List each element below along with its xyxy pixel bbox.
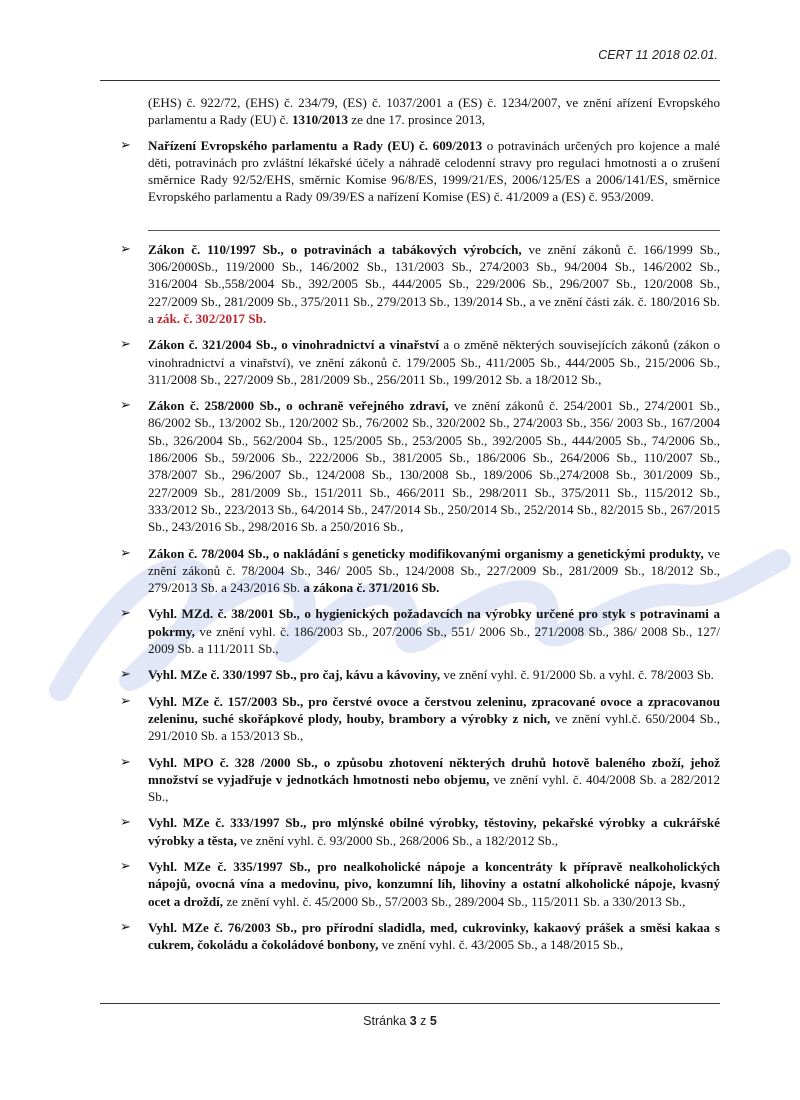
- page-footer: [0, 1014, 800, 1028]
- arrow-bullet-icon: ➢: [120, 667, 131, 683]
- entry-text: ve znění vyhl. č. 186/2003 Sb., 207/2006 Sb., 551/ 2006 Sb., 271/2008 Sb., 386/ 2008 Sb., 127/ 2009 Sb. a 111/2011 Sb.,: [148, 623, 720, 657]
- entry-text: ze dne 17. prosince 2013,: [348, 112, 486, 128]
- arrow-bullet-icon: ➢: [120, 398, 131, 414]
- list-item: [148, 94, 720, 129]
- list-item: [120, 605, 720, 657]
- arrow-bullet-icon: ➢: [120, 754, 131, 770]
- list-item: [120, 858, 720, 910]
- entry-text: (EHS) č. 922/72, (EHS) č. 234/79, (ES) č. 1037/2001 a (ES) č. 1234/2007, ve znění ařízení Evropského parlamentu a Rady (EU) č.: [148, 95, 720, 128]
- list-item: [120, 241, 720, 327]
- entry-text: a o změně některých souvisejících zákonů (zákon o vinohradnictví a vinařství), ve znění zákonů č. 179/2005 Sb., 411/2005 Sb., 444/2005 Sb., 215/2006 Sb., 311/2008 Sb., 227/2009 Sb., 281/2009 Sb., 256/2011 Sb., 199/2012 Sb. a 18/2012 Sb.,: [148, 337, 720, 387]
- entry-title: Vyhl. MZe č. 330/1997 Sb., pro čaj, kávu a kávoviny,: [148, 667, 441, 683]
- arrow-bullet-icon: ➢: [120, 137, 131, 153]
- arrow-bullet-icon: ➢: [120, 815, 131, 831]
- entry-title: Vyhl. MZe č. 333/1997 Sb., pro mlýnské obilné výrobky, těstoviny, pekařské výrobky a cukrářské výrobky a těsta,: [148, 815, 720, 848]
- page-label: Stránka: [363, 1014, 407, 1028]
- arrow-bullet-icon: ➢: [120, 693, 131, 709]
- entry-title: Vyhl. MZd. č. 38/2001 Sb., o hygienických požadavcích na výrobky určené pro styk s potravinami a pokrmy,: [148, 606, 720, 639]
- arrow-bullet-icon: ➢: [120, 858, 131, 874]
- entry-text: ve znění zákonů č. 254/2001 Sb., 274/2001 Sb., 86/2002 Sb., 13/2002 Sb., 120/2002 Sb., 76/2002 Sb., 320/2002 Sb., 274/2003 Sb., 356/ 2003 Sb., 167/2004 Sb., 326/2004 Sb., 562/2004 Sb., 125/2005 Sb., 253/2005 Sb., 392/2005 Sb., 444/2005 Sb., 74/2006 Sb., 186/2006 Sb., 59/2006 Sb., 222/2006 Sb., 381/2005 Sb., 186/2006 Sb., 264/2006 Sb., 110/2007 Sb., 378/2007 Sb., 296/2007 Sb., 124/2008 Sb., 130/2008 Sb., 189/2006 Sb.,274/2008 Sb., 301/2009 Sb., 227/2009 Sb., 281/2009 Sb., 151/2011 Sb., 466/2011 Sb., 298/2011 Sb., 375/2011 Sb., 115/2012 Sb., 333/2012 Sb., 223/2013 Sb., 64/2014 Sb., 247/2014 Sb., 250/2014 Sb., 252/2014 Sb., 82/2015 Sb., 267/2015 Sb., 243/2016 Sb., 298/2016 Sb. a 250/2016 Sb.,: [148, 398, 720, 535]
- entry-title: Nařízení Evropského parlamentu a Rady (EU) č. 609/2013: [148, 137, 483, 153]
- entry-text: o potravinách určených pro kojence a malé děti, potravinách pro zvláštní lékařské účely a náhradě celodenní stravy pro regulaci hmotnosti a o zrušení směrnice Rady 92/52/EHS, směrnic Komise 96/8/ES, 1999/21/ES, 2006/125/ES a 2006/141/ES, směrnice Evropského parlamentu a Rady 09/39/ES a nařízení Komise (ES) č. 41/2009 a (ES) č. 953/2009.: [148, 137, 720, 205]
- arrow-bullet-icon: ➢: [120, 606, 131, 622]
- list-item: [120, 754, 721, 806]
- entry-text: ve znění vyhl. č. 43/2005 Sb., a 148/2015 Sb.,: [378, 937, 624, 953]
- entry-title: Zákon č. 258/2000 Sb., o ochraně veřejného zdraví,: [148, 398, 449, 414]
- entry-text: ve znění vyhl.č. 650/2004 Sb., 291/2010 Sb. a 153/2013 Sb.,: [148, 710, 721, 744]
- arrow-bullet-icon: ➢: [120, 241, 131, 257]
- page-total: 5: [429, 1014, 437, 1028]
- list-item: [120, 693, 721, 745]
- entry-text: ve znění zákonů č. 166/1999 Sb., 306/2000Sb., 119/2000 Sb., 146/2002 Sb., 131/2003 Sb., 274/2003 Sb., 94/2004 Sb., 146/2002 Sb., 316/2004 Sb.,558/2004 Sb., 392/2005 Sb., 444/2005 Sb., 229/2006 Sb., 296/2007 Sb., 120/2008 Sb., 227/2009 Sb., 281/2009 Sb., 375/2011 Sb., 279/2013 Sb., 139/2014 Sb., a ve znění části zák. č. 180/2016 Sb. a: [148, 241, 720, 326]
- document-code: CERT 11 2018 02.01.: [598, 48, 718, 62]
- entry-title: Vyhl. MZe č. 76/2003 Sb., pro přírodní sladidla, med, cukrovinky, kakaový prášek a směsi kakaa s cukrem, čokoládu a čokoládové bonbony,: [148, 919, 720, 953]
- entry-text: ve znění vyhl. č. 91/2000 Sb. a vyhl. č. 78/2003 Sb.: [440, 667, 714, 683]
- entry-text: ve znění vyhl. č. 93/2000 Sb., 268/2006 Sb., a 182/2012 Sb.,: [236, 832, 559, 848]
- arrow-bullet-icon: ➢: [120, 545, 131, 561]
- entry-title: Zákon č. 110/1997 Sb., o potravinách a tabákových výrobcích,: [148, 241, 522, 257]
- entry-title: Vyhl. MPO č. 328 /2000 Sb., o způsobu zhotovení některých druhů hotově baleného zboží, jehož množství se vyjadřuje v jednotkách hmotnosti nebo objemu,: [148, 754, 720, 787]
- entry-text: ze znění vyhl. č. 45/2000 Sb., 57/2003 Sb., 289/2004 Sb., 115/2011 Sb. a 330/2013 Sb.,: [223, 893, 686, 909]
- entry-highlight-red: zák. č. 302/2017 Sb.: [157, 310, 267, 326]
- regulation-list: [0, 94, 800, 962]
- entry-title: Zákon č. 321/2004 Sb., o vinohradnictví a vinařství: [148, 337, 440, 353]
- arrow-bullet-icon: ➢: [120, 337, 131, 353]
- entry-text: ve znění zákonů č. 78/2004 Sb., 346/ 2005 Sb., 124/2008 Sb., 227/2009 Sb., 281/2009 Sb., 18/2012 Sb., 279/2013 Sb. a 243/2016 Sb.: [148, 545, 720, 596]
- entry-title: Vyhl. MZe č. 335/1997 Sb., pro nealkoholické nápoje a koncentráty k přípravě nealkoholických nápojů, ovocná vína a medovinu, pivo, konzumní líh, lihoviny a ostatní alkoholické nápoje, kvasný ocet a droždí,: [148, 858, 720, 909]
- section-divider: [148, 230, 720, 231]
- header-rule: [100, 80, 720, 81]
- footer-rule: [100, 1003, 720, 1004]
- list-item: [120, 397, 720, 535]
- list-item: [120, 919, 720, 954]
- arrow-bullet-icon: ➢: [120, 919, 131, 935]
- list-item: [120, 545, 720, 597]
- entry-reference: 1310/2013: [291, 112, 348, 128]
- list-item: [120, 814, 720, 849]
- list-item: [120, 137, 720, 206]
- entry-text: ve znění vyhl. č. 404/2008 Sb. a 282/2012 Sb.,: [148, 771, 721, 805]
- page-number: 3: [409, 1014, 417, 1028]
- entry-tail: a zákona č. 371/2016 Sb.: [303, 580, 440, 596]
- entry-title: Zákon č. 78/2004 Sb., o nakládání s geneticky modifikovanými organismy a genetickými produkty,: [148, 545, 704, 561]
- page-of-label: z: [420, 1014, 427, 1028]
- list-item: [120, 336, 720, 388]
- entry-title: Vyhl. MZe č. 157/2003 Sb., pro čerstvé ovoce a čerstvou zeleninu, zpracované ovoce a zpracovanou zeleninu, suché skořápkové plody, houby, brambory a výrobky z nich,: [148, 693, 720, 726]
- list-item: [120, 666, 720, 683]
